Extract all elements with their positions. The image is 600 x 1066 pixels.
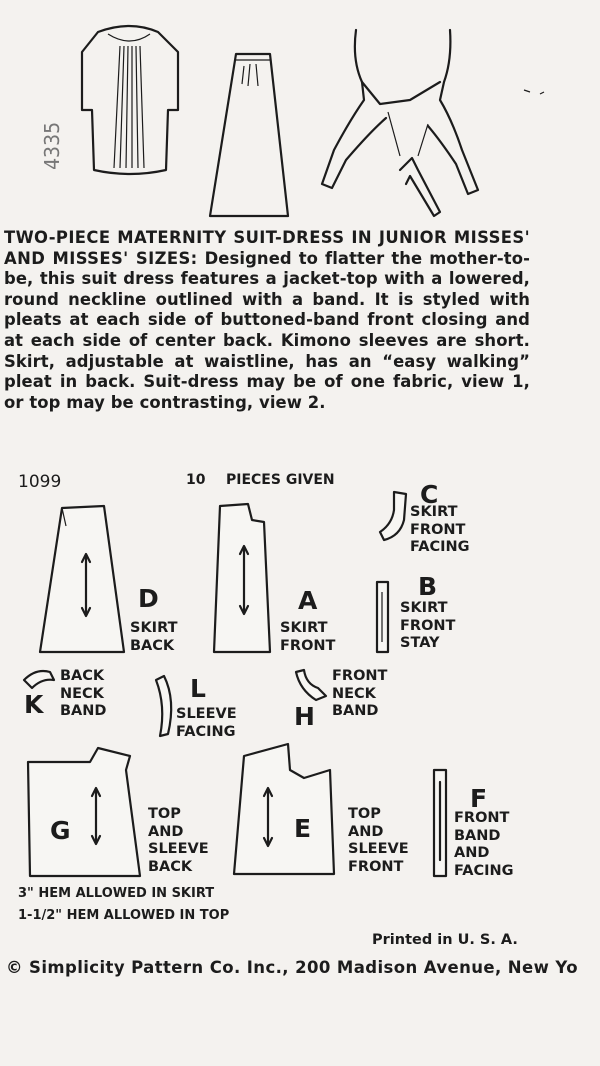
piece-label-e: TOP AND SLEEVE FRONT [348, 806, 409, 875]
hem-note-top: 1-1/2" HEM ALLOWED IN TOP [18, 908, 230, 923]
hem-note-skirt: 3" HEM ALLOWED IN SKIRT [18, 886, 215, 901]
description-heading: TWO-PIECE MATERNITY SUIT-DRESS IN JUNIOR MISSES' AND MISSES' SIZES: [4, 228, 530, 268]
piece-label-g: TOP AND SLEEVE BACK [148, 806, 209, 875]
pattern-number: 1099 [18, 472, 62, 492]
piece-shape-g [28, 748, 140, 876]
piece-shape-e [234, 744, 334, 874]
pieces-count: 10 [186, 472, 206, 488]
jacket-back-illustration [82, 26, 178, 174]
piece-letter-g: G [50, 816, 71, 845]
side-pattern-number: 4335 [40, 121, 64, 170]
printed-in-usa: Printed in U. S. A. [372, 932, 518, 948]
piece-letter-a: A [298, 586, 318, 615]
piece-letter-e: E [294, 814, 312, 843]
skirt-stay-illustration [322, 30, 478, 216]
piece-shape-a [214, 504, 270, 652]
description-body: Designed to flatter the mother-to-be, this suit dress features a jacket-top with a lowered, round neckline outlined with a band. It is styled with pleats at each side of buttoned-band front closing and at each side of center back. Kimono sleeves are short. Skirt, adjustable at waistline, has an “easy walking” pleat in back. Suit-dress may be of one fabric, view 1, or top may be contrasting, view 2. [4, 248, 530, 412]
piece-label-c: SKIRT FRONT FACING [410, 504, 470, 555]
skirt-illustration [210, 54, 288, 216]
piece-shape-l [156, 676, 171, 736]
piece-letter-h: H [294, 702, 315, 731]
piece-label-f: FRONT BAND AND FACING [454, 810, 514, 879]
piece-label-h: FRONT NECK BAND [332, 668, 388, 719]
piece-letter-l: L [190, 674, 206, 703]
piece-shape-f [434, 770, 446, 876]
piece-shape-k [24, 671, 54, 688]
piece-letter-d: D [138, 584, 159, 613]
piece-label-b: SKIRT FRONT STAY [400, 600, 456, 651]
piece-letter-b: B [418, 572, 438, 601]
piece-label-k: BACK NECK BAND [60, 668, 107, 719]
pattern-description [4, 228, 530, 413]
piece-letter-f: F [470, 784, 488, 813]
pieces-given-label: PIECES GIVEN [226, 472, 335, 488]
piece-letter-c: C [420, 480, 439, 509]
piece-shape-d [40, 506, 124, 652]
piece-shape-b [377, 582, 388, 652]
piece-shape-h [296, 670, 326, 700]
piece-letter-k: K [24, 690, 44, 719]
piece-shape-c [380, 492, 406, 540]
copyright-line: © Simplicity Pattern Co. Inc., 200 Madison Avenue, New Yo [6, 958, 578, 977]
piece-label-l: SLEEVE FACING [176, 706, 237, 740]
piece-label-a: SKIRT FRONT [280, 620, 336, 654]
piece-label-d: SKIRT BACK [130, 620, 178, 654]
